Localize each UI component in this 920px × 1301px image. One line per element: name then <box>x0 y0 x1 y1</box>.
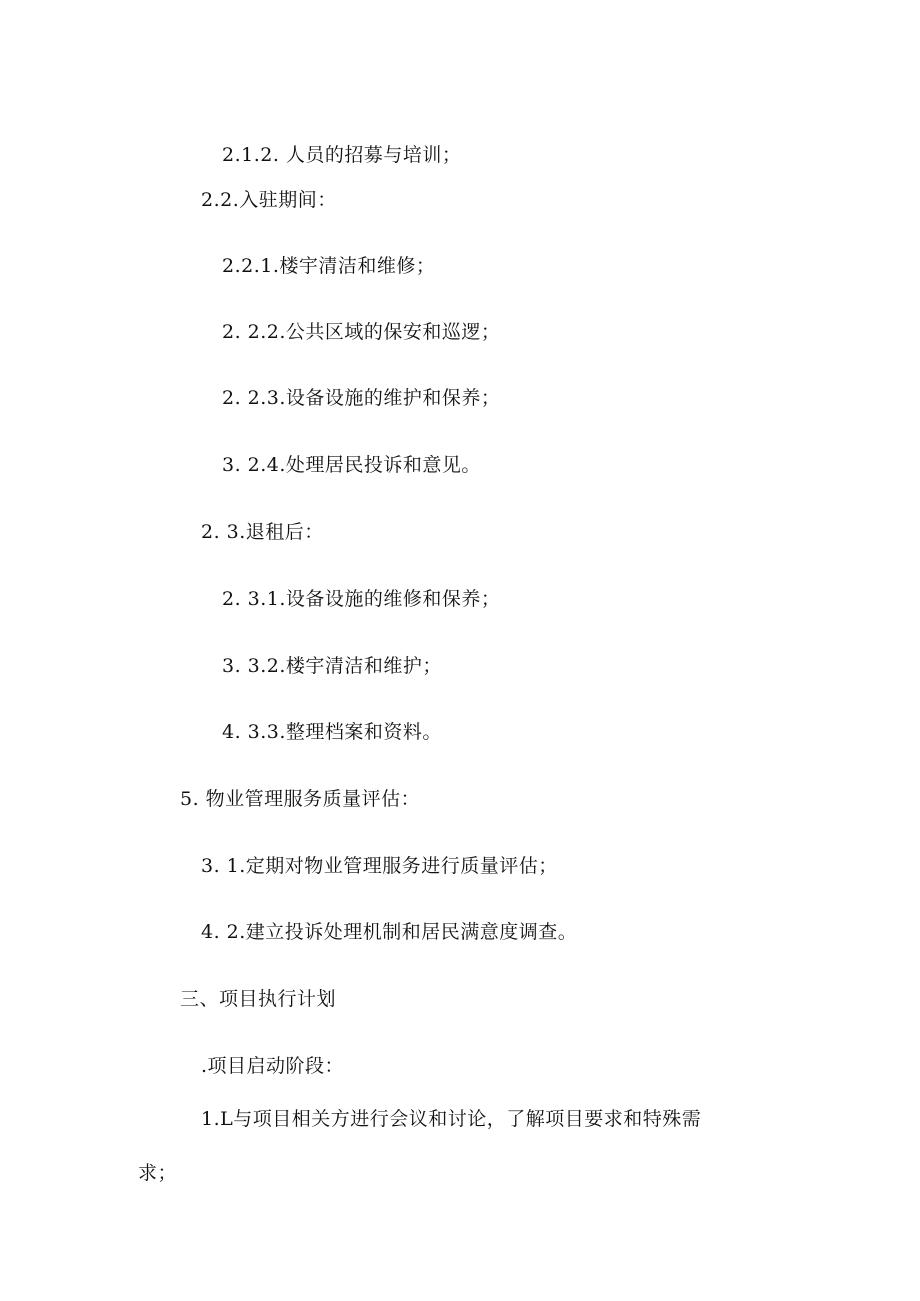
text-line-2-2: 2.2.入驻期间： <box>201 189 337 211</box>
text-line-4-3-3: 4. 3.3.整理档案和资料。 <box>222 721 442 743</box>
text-line-2-3-1: 2. 3.1.设备设施的维修和保养； <box>222 588 501 610</box>
text-line-2-3: 2. 3.退租后： <box>201 521 324 543</box>
text-line-startup-phase: .项目启动阶段： <box>201 1055 345 1077</box>
text-line-2-2-3: 2. 2.3.设备设施的维护和保养； <box>222 387 501 409</box>
section-heading-3: 三、项目执行计划 <box>180 988 337 1010</box>
text-line-3-3-2: 3. 3.2.楼宇清洁和维护； <box>222 655 442 677</box>
text-line-2-2-2: 2. 2.2.公共区域的保安和巡逻； <box>222 321 501 343</box>
text-line-4-2: 4. 2.建立投诉处理机制和居民满意度调查。 <box>201 921 578 943</box>
text-line-continuation: 求； <box>138 1162 178 1184</box>
text-line-1-1: 1.L与项目相关方进行会议和讨论，了解项目要求和特殊需 <box>201 1108 702 1130</box>
text-line-2-1-2: 2.1.2. 人员的招募与培训； <box>222 144 462 166</box>
text-line-2-2-1: 2.2.1.楼宇清洁和维修； <box>222 255 436 277</box>
text-line-5: 5. 物业管理服务质量评估： <box>180 788 421 810</box>
text-line-2-2-4: 3. 2.4.处理居民投诉和意见。 <box>222 454 481 476</box>
text-line-3-1: 3. 1.定期对物业管理服务进行质量评估； <box>201 855 558 877</box>
